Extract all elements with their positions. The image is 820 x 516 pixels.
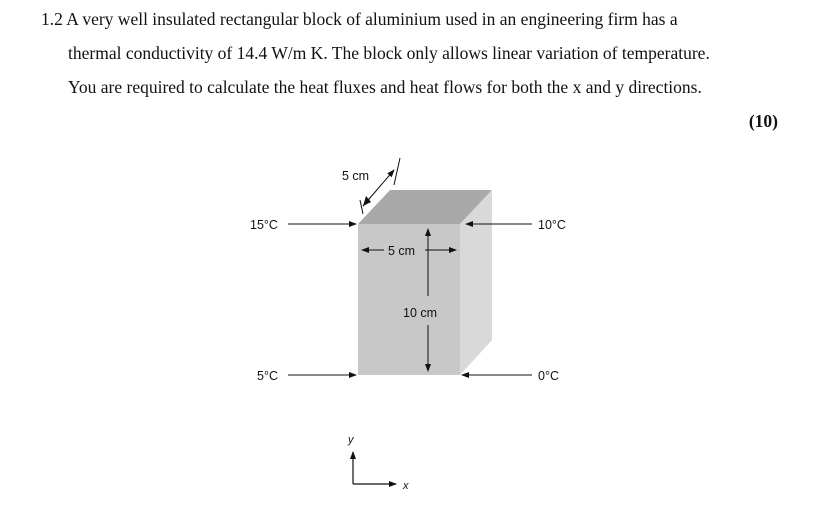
width-label: 5 cm (388, 244, 416, 258)
height-label: 10 cm (403, 306, 438, 320)
question-line-1: 1.2 A very well insulated rectangular block of aluminium used in an engineering firm has a (41, 9, 678, 29)
question-line-3: You are required to calculate the heat fluxes and heat flows for both the x and y directions. (68, 77, 702, 97)
question-line-2: thermal conductivity of 14.4 W/m K. The block only allows linear variation of temperature. (68, 43, 710, 63)
temp-top-right: 10°C (538, 218, 566, 232)
marks-label: (10) (748, 111, 778, 131)
depth-label: 5 cm (342, 169, 370, 183)
temp-bottom-right: 0°C (538, 369, 559, 383)
axis-y-label: y (348, 434, 354, 446)
axis-x-label: x (403, 480, 409, 492)
axes-icon (353, 452, 396, 484)
temp-bottom-left: 5°C (257, 369, 278, 383)
temp-top-left: 15°C (250, 218, 278, 232)
